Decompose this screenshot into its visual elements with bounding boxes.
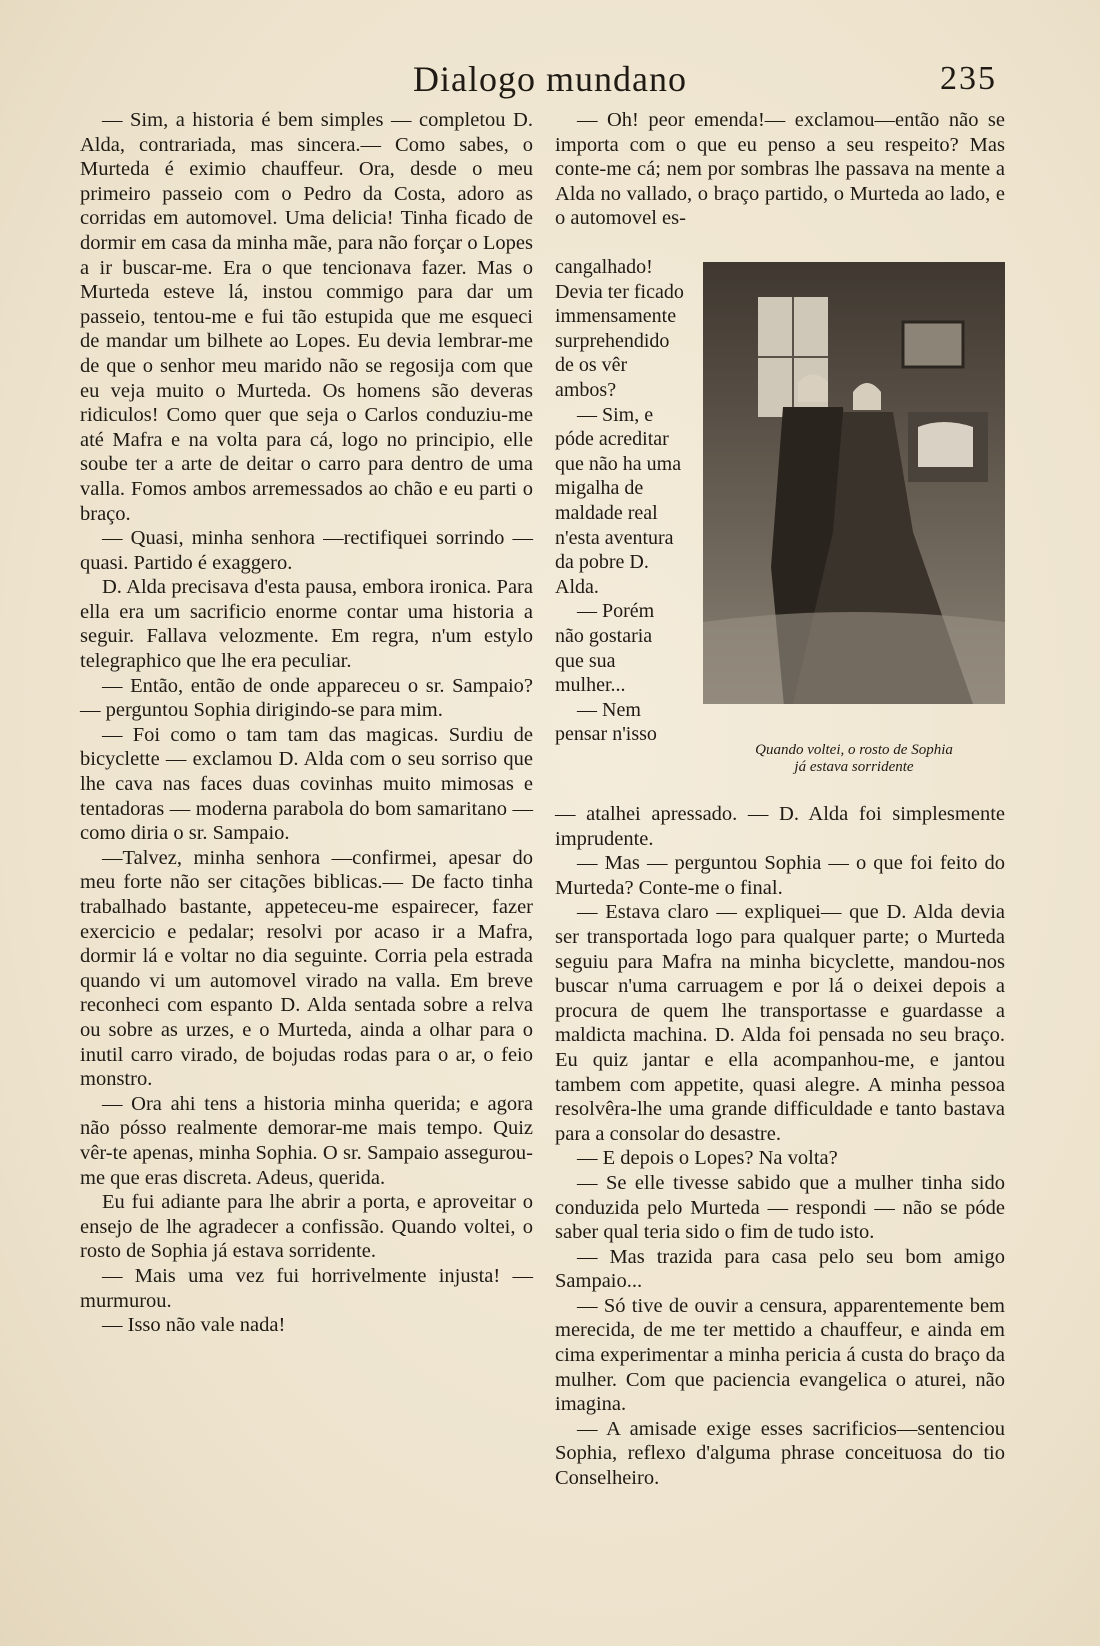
paragraph: — Foi como o tam tam das magicas. Surdiu de bicyclette — exclamou D. Alda com o seu sorriso que lhe cava nas faces duas covinhas muito mimosas e tentadoras — moderna parabola do bom samaritano — como diria o sr. Sampaio.	[80, 723, 533, 845]
paragraph: —Talvez, minha senhora —confirmei, apesar do meu forte não ser citações biblicas.— De facto tinha trabalhado bastante, appeteceu-me espairecer, fazer exercicio e pedalar; resolvi por acaso ir a Mafra, dormir lá e voltar no dia seguinte. Corria pela estrada quando vi um automovel virado na valla. Em breve reconheci com espanto D. Alda sentada sobre a relva ou sobre as urzes, e o Murteda, ainda a olhar para o inutil carro virado, de bojudas rodas para o ar, o feio monstro.	[80, 846, 533, 1091]
page-number: 235	[940, 60, 997, 97]
right-column-bottom	[555, 802, 1005, 1491]
paragraph: — Isso não vale nada!	[102, 1314, 286, 1337]
paragraph: cangalhado! Devia ter ficado immensamente surprehendido de os vêr ambos?	[555, 256, 684, 401]
paragraph: — Oh! peor emenda!— exclamou—então não se importa com o que eu penso a seu respeito? Mas conte-me cá; nem por sombras lhe passava na mente a Alda no vallado, o braço partido, o Murteda ao lado, e o automovel es-	[555, 109, 1005, 230]
paragraph: — Mas — perguntou Sophia — o que foi feito do Murteda? Conte-me o final.	[555, 852, 1005, 899]
paragraph: — Se elle tivesse sabido que a mulher tinha sido conduzida pelo Murteda — respondi — não se póde saber qual teria sido o fim de tudo isto.	[555, 1171, 1005, 1244]
wall-picture	[903, 322, 963, 367]
paragraph: — Quasi, minha senhora —rectifiquei sorrindo — quasi. Partido é exaggero.	[80, 527, 533, 574]
illustration-drawing	[703, 262, 1005, 704]
paragraph: — Porém não gostaria que sua mulher...	[555, 600, 655, 697]
paragraph: — Nem pensar n'isso	[555, 698, 657, 746]
caption-line: já estava sorridente	[794, 759, 914, 775]
paragraph: — Só tive de ouvir a censura, apparentemente bem merecida, de me ter mettido a chauffeur, e ainda em cima experimentar a minha pericia á custa do braço da mulher. Com que paciencia evangelica o aturei, não imagina.	[555, 1294, 1005, 1416]
right-column-narrow	[555, 255, 685, 747]
right-column-top	[555, 108, 1005, 231]
running-header-title: Dialogo mundano	[413, 59, 687, 99]
left-column	[80, 108, 533, 1338]
paragraph: — A amisade exige esses sacrificios—sentenciou Sophia, reflexo d'alguma phrase conceituosa do tio Conselheiro.	[555, 1417, 1005, 1490]
paragraph: — Sim, e póde acreditar que não ha uma migalha de maldade real n'esta aventura da pobre D. Alda.	[555, 403, 682, 598]
paragraph: — Sim, a historia é bem simples — completou D. Alda, contrariada, mas sincera.— Como sabes, o Murteda é eximio chauffeur. Ora, desde o meu primeiro passeio com o Pedro da Costa, adoro as corridas em automovel. Uma delicia! Tinha ficado de dormir em casa da minha mãe, para não forçar o Lopes a ir buscar-me. Era o que tencionava fazer. Mas o Murteda esteve lá, instou commigo para dar um passeio, tentou-me e fui tão estupida que me esqueci de mandar um bilhete ao Lopes. Eu devia lembrar-me de que o senhor meu marido não se regosija com que eu veja muito o Murteda. Os homens são deveras ridiculos! Como quer que seja o Carlos conduziu-me até Mafra e na volta para cá, logo no principio, elle soube ter a arte de deitar o carro para dentro de uma valla. Fomos ambos arremessados ao chão e eu parti o braço.	[80, 109, 533, 525]
paragraph: — Então, então de onde appareceu o sr. Sampaio? — perguntou Sophia dirigindo-se para mim.	[80, 674, 533, 722]
caption-line: Quando voltei, o rosto de Sophia	[755, 742, 953, 758]
illustration	[703, 262, 1005, 704]
paragraph: — E depois o Lopes? Na volta?	[577, 1147, 838, 1170]
paragraph: — atalhei apressado. — D. Alda foi simplesmente imprudente.	[555, 803, 1005, 850]
paragraph: — Ora ahi tens a historia minha querida; e agora não pósso realmente demorar-me mais tempo. Quiz vêr-te apenas, minha Sophia. O sr. Sampaio assegurou-me que eras discreta. Adeus, querida.	[80, 1092, 533, 1189]
paragraph: — Mais uma vez fui horrivelmente injusta! —murmurou.	[80, 1264, 533, 1312]
paragraph: — Mas trazida para casa pelo seu bom amigo Sampaio...	[555, 1245, 1005, 1293]
paragraph: Eu fui adiante para lhe abrir a porta, e aproveitar o ensejo de lhe agradecer a confissão. Quando voltei, o rosto de Sophia já estava sorridente.	[80, 1191, 533, 1263]
man-head	[798, 375, 828, 403]
paragraph: D. Alda precisava d'esta pausa, embora ironica. Para ella era um sacrificio enorme contar uma historia a seguir. Fallava velozmente. Em regra, n'um estylo telegraphico que lhe era peculiar.	[80, 576, 533, 673]
illustration-caption	[703, 742, 1005, 776]
paragraph: — Estava claro — expliquei— que D. Alda devia ser transportada logo para qualquer parte; o Murteda seguiu para Mafra na minha bicyclette, mandou-nos buscar n'uma carruagem e por lá o deixei depois a procura de quem lhe transportasse e guardasse a maldicta machina. D. Alda foi pensada no seu braço. Eu quiz jantar e ella acompanhou-me, e jantou tambem com appetite, quasi alegre. A minha pessoa resolvêra-lhe uma grande difficuldade e tanto bastava para a consolar do desastre.	[555, 901, 1005, 1145]
